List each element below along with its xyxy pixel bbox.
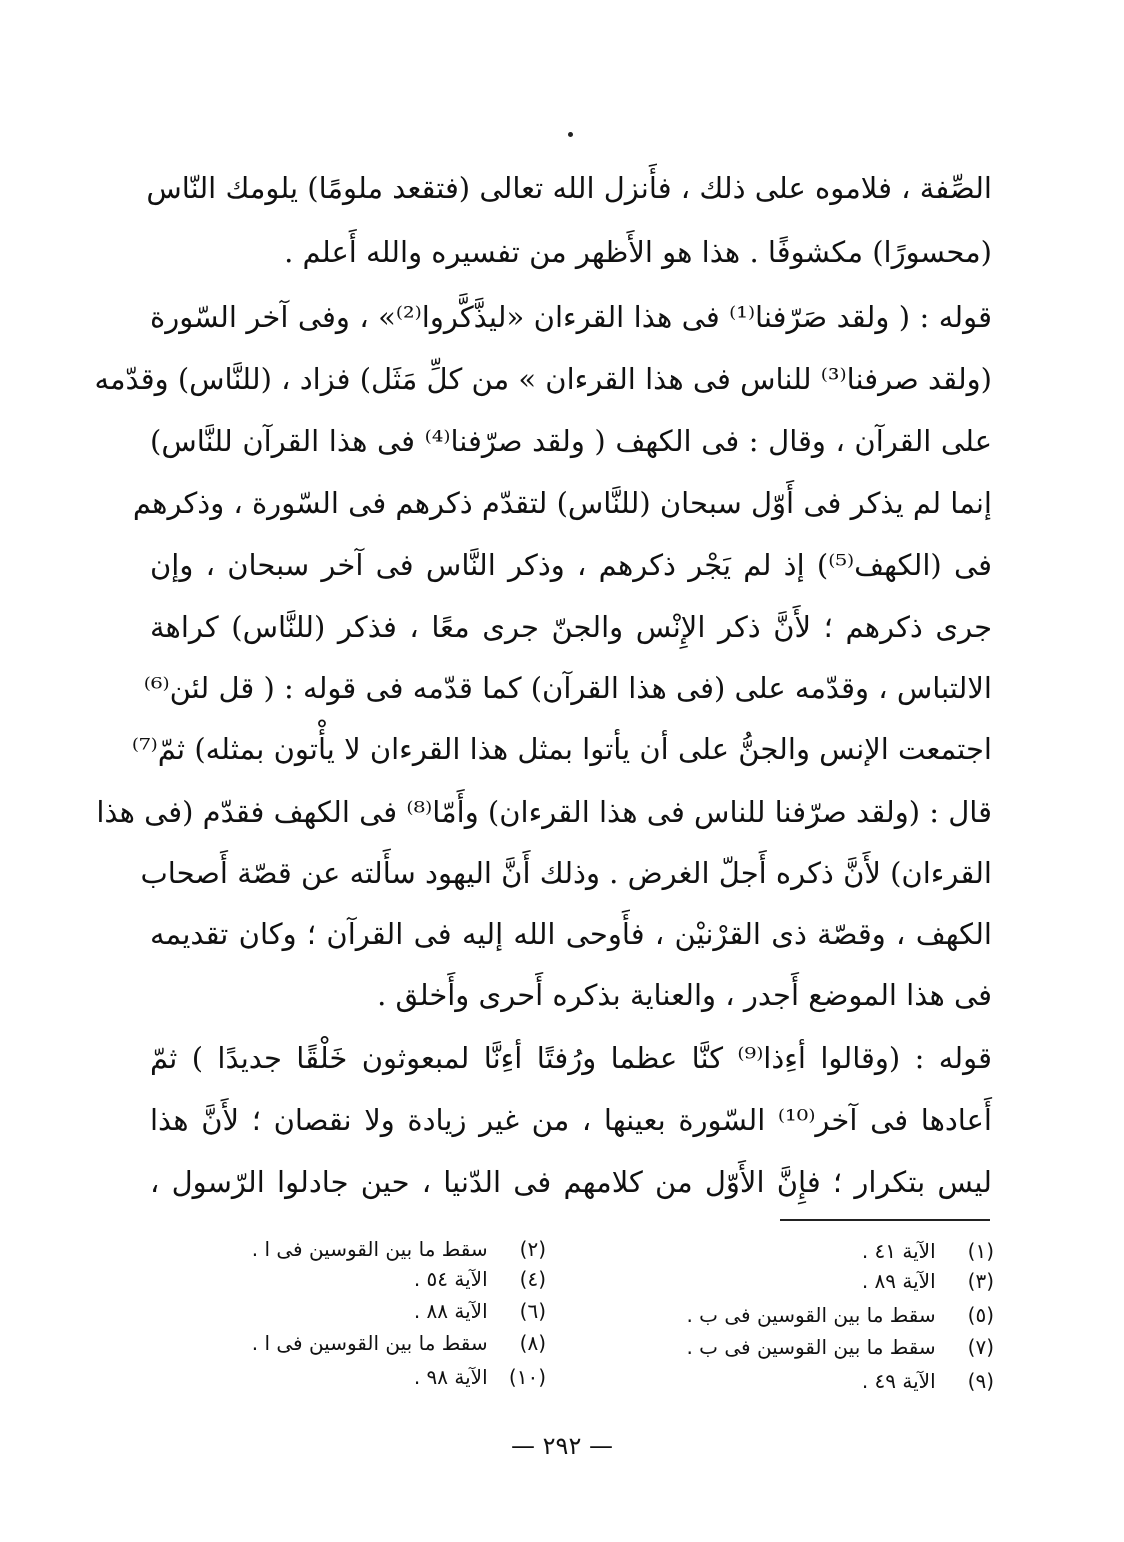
body-line: الصِّفة ، فلاموه على ذلك ، فأَنزل الله تعالى (فتقعد ملومًا) يلومك النّاس — [146, 171, 992, 205]
footnote-text: الآية ٨٩ . — [861, 1269, 936, 1293]
footnote-text: الآية ٤٩ . — [861, 1369, 936, 1393]
footnote-rule — [780, 1219, 990, 1221]
footnote-text: الآية ٤١ . — [861, 1239, 936, 1263]
body-line: فى هذا الموضع أَجدر ، والعناية بذكره أَحرى وأَخلق . — [377, 978, 992, 1012]
footnote-text: سقط ما بين القوسين فى ا . — [251, 1331, 488, 1355]
body-line: (محسورًا) مكشوفًا . هذا هو الأَظهر من تفسيره والله أَعلم . — [284, 235, 992, 269]
body-line: (ولقد صرفنا⁽³⁾ للناس فى هذا القرءان » من كلِّ مَثَل) فزاد ، (للنَّاس) وقدّمه — [94, 362, 992, 396]
body-line: على القرآن ، وقال : فى الكهف ( ولقد صرّفنا⁽⁴⁾ فى هذا القرآن للنَّاس) — [150, 424, 993, 458]
footnote — [252, 1236, 546, 1262]
footnote — [414, 1298, 546, 1324]
footnote — [252, 1330, 546, 1356]
body-line: ليس بتكرار ؛ فإِنَّ الأَوّل من كلامهم فى الدّنيا ، حين جادلوا الرّسول ، — [150, 1165, 992, 1199]
body-line: قوله : ( ولقد صَرّفنا⁽¹⁾ فى هذا القرءان «ليذَّكَّروا⁽²⁾» ، وفى آخر السّورة — [150, 300, 992, 334]
body-line: الالتباس ، وقدّمه على (فى هذا القرآن) كما قدّمه فى قوله : ( قل لئن⁽⁶⁾ — [143, 671, 992, 705]
body-line: إنما لم يذكر فى أَوّل سبحان (للنَّاس) لتقدّم ذكرهم فى السّورة ، وذكرهم — [132, 486, 992, 520]
footnote-text: سقط ما بين القوسين فى ا . — [251, 1237, 488, 1261]
footnote-number: (٩) — [967, 1369, 994, 1393]
body-line: فى (الكهف⁽⁵⁾) إذ لم يَجْر ذكرهم ، وذكر النَّاس فى آخر سبحان ، وإن — [150, 548, 993, 582]
footnote — [686, 1302, 994, 1328]
page-mark — [568, 132, 573, 137]
page-number: — ٢٩٢ — — [511, 1432, 613, 1460]
body-line: القرءان) لأَنَّ ذكره أَجلّ الغرض . وذلك أَنَّ اليهود سأَلته عن قصّة أَصحاب — [140, 856, 992, 890]
footnote-text: سقط ما بين القوسين فى ب . — [686, 1335, 936, 1359]
body-line: جرى ذكرهم ؛ لأَنَّ ذكر الإِنْس والجنّ جرى معًا ، فذكر (للنَّاس) كراهة — [150, 610, 992, 644]
footnote — [686, 1334, 994, 1360]
footnote — [862, 1268, 994, 1294]
body-line: أَعادها فى آخر⁽¹⁰⁾ السّورة بعينها ، من غير زيادة ولا نقصان ؛ لأَنَّ هذا — [150, 1103, 992, 1137]
footnote-text: الآية ٥٤ . — [413, 1267, 488, 1291]
footnote-number: (٣) — [967, 1269, 994, 1293]
footnote-text: الآية ٩٨ . — [413, 1365, 488, 1389]
body-line: قال : (ولقد صرّفنا للناس فى هذا القرءان) وأَمّا⁽⁸⁾ فى الكهف فقدّم (فى هذا — [96, 795, 992, 829]
body-line: الكهف ، وقصّة ذى القرْنيْن ، فأَوحى الله إليه فى القرآن ؛ وكان تقديمه — [150, 917, 992, 951]
body-line: قوله : (وقالوا أءِذا⁽⁹⁾ كنَّا عظما ورُفتًا أءِنَّا لمبعوثون خَلْقًا جديدًا ) ثمّ — [150, 1041, 992, 1075]
footnote — [414, 1364, 546, 1390]
footnote-number: (٦) — [519, 1299, 546, 1323]
footnote-number: (١٠) — [508, 1365, 546, 1389]
footnote-number: (٤) — [519, 1267, 546, 1291]
footnote-number: (٢) — [519, 1237, 546, 1261]
footnote-number: (٥) — [967, 1303, 994, 1327]
footnote — [862, 1238, 994, 1264]
footnote-number: (٧) — [967, 1335, 994, 1359]
footnote — [414, 1266, 546, 1292]
footnote-text: سقط ما بين القوسين فى ب . — [686, 1303, 936, 1327]
footnote — [862, 1368, 994, 1394]
footnote-number: (٨) — [519, 1331, 546, 1355]
body-line: اجتمعت الإنس والجنُّ على أن يأتوا بمثل هذا القرءان لا يأْتون بمثله) ثمّ⁽⁷⁾ — [131, 732, 992, 766]
footnote-text: الآية ٨٨ . — [413, 1299, 488, 1323]
footnote-number: (١) — [967, 1239, 994, 1263]
